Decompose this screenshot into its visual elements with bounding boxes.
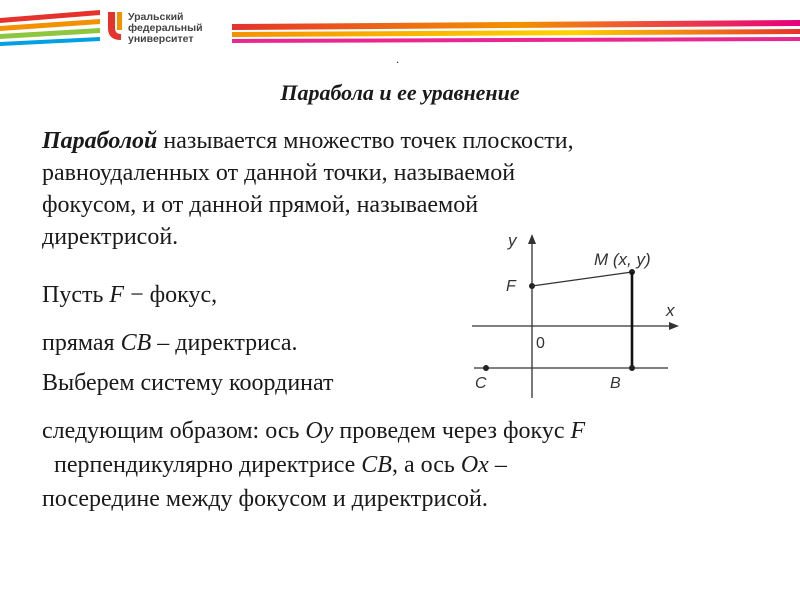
y-axis-arrow-icon [528,234,536,244]
axes-text-2: проведем через фокус [333,418,571,444]
definition-lead: Параболой [42,128,158,154]
point-b-label: B [610,375,621,392]
axes-text-1: следующим образом: ось [42,418,306,444]
segment-fm [532,272,632,286]
point-c-label: C [475,375,487,392]
definition-line-1 [42,125,762,157]
point-c [483,365,489,371]
axes-var-f: F [570,418,586,444]
slide-mark: . [396,52,399,66]
axes-var-oy: Oy [305,418,334,444]
statement-axes-line-3: посередине между фокусом и директрисой. [42,486,488,512]
university-logo [106,10,203,45]
x-axis-arrow-icon [669,322,679,330]
axes-text-4: , а ось [391,452,461,478]
statement-directrix-pre: прямая [42,330,121,356]
origin-label: 0 [536,335,545,352]
statement-directrix [42,330,298,357]
header-stripes-left [0,10,100,50]
definition-line-1-rest: называется множество точек плоскости, [157,128,574,154]
parabola-diagram [466,228,686,398]
logo-line-2: федеральный [128,22,203,34]
x-axis-label: x [666,301,675,320]
axes-text-3: перпендикулярно директрисе [54,452,362,478]
logo-line-3: университет [128,33,194,45]
y-axis-label: y [508,231,517,250]
focus-label: F [506,278,516,295]
point-m-label: M (x, y) [594,250,651,269]
axes-var-cb: CB [361,452,392,478]
definition-line-3: фокусом, и от данной прямой, называемой [42,192,479,218]
definition-line-2: равноудаленных от данной точки, называемой [42,160,516,186]
statement-axes-line-1 [42,414,782,448]
header-stripes-right [232,20,800,48]
logo-text [128,12,203,45]
axes-text-5: – [488,452,507,478]
statement-coordinates: Выберем систему координат [42,370,334,396]
axes-var-ox: Ox [460,452,489,478]
statement-focus-post: − фокус, [124,282,218,308]
statement-directrix-post: – директриса. [151,330,298,356]
point-b [629,365,635,371]
statement-focus-pre: Пусть [42,282,110,308]
statement-focus-var: F [109,282,125,308]
statement-axes-paragraph [42,414,782,516]
definition-line-4: директрисой. [42,224,179,250]
logo-line-1: Уральский [128,11,184,23]
ural-logo-icon [106,10,124,42]
statement-axes-line-2 [42,448,782,482]
statement-directrix-var: CB [120,330,152,356]
slide-title: Парабола и ее уравнение [280,80,520,105]
statement-focus [42,282,217,309]
